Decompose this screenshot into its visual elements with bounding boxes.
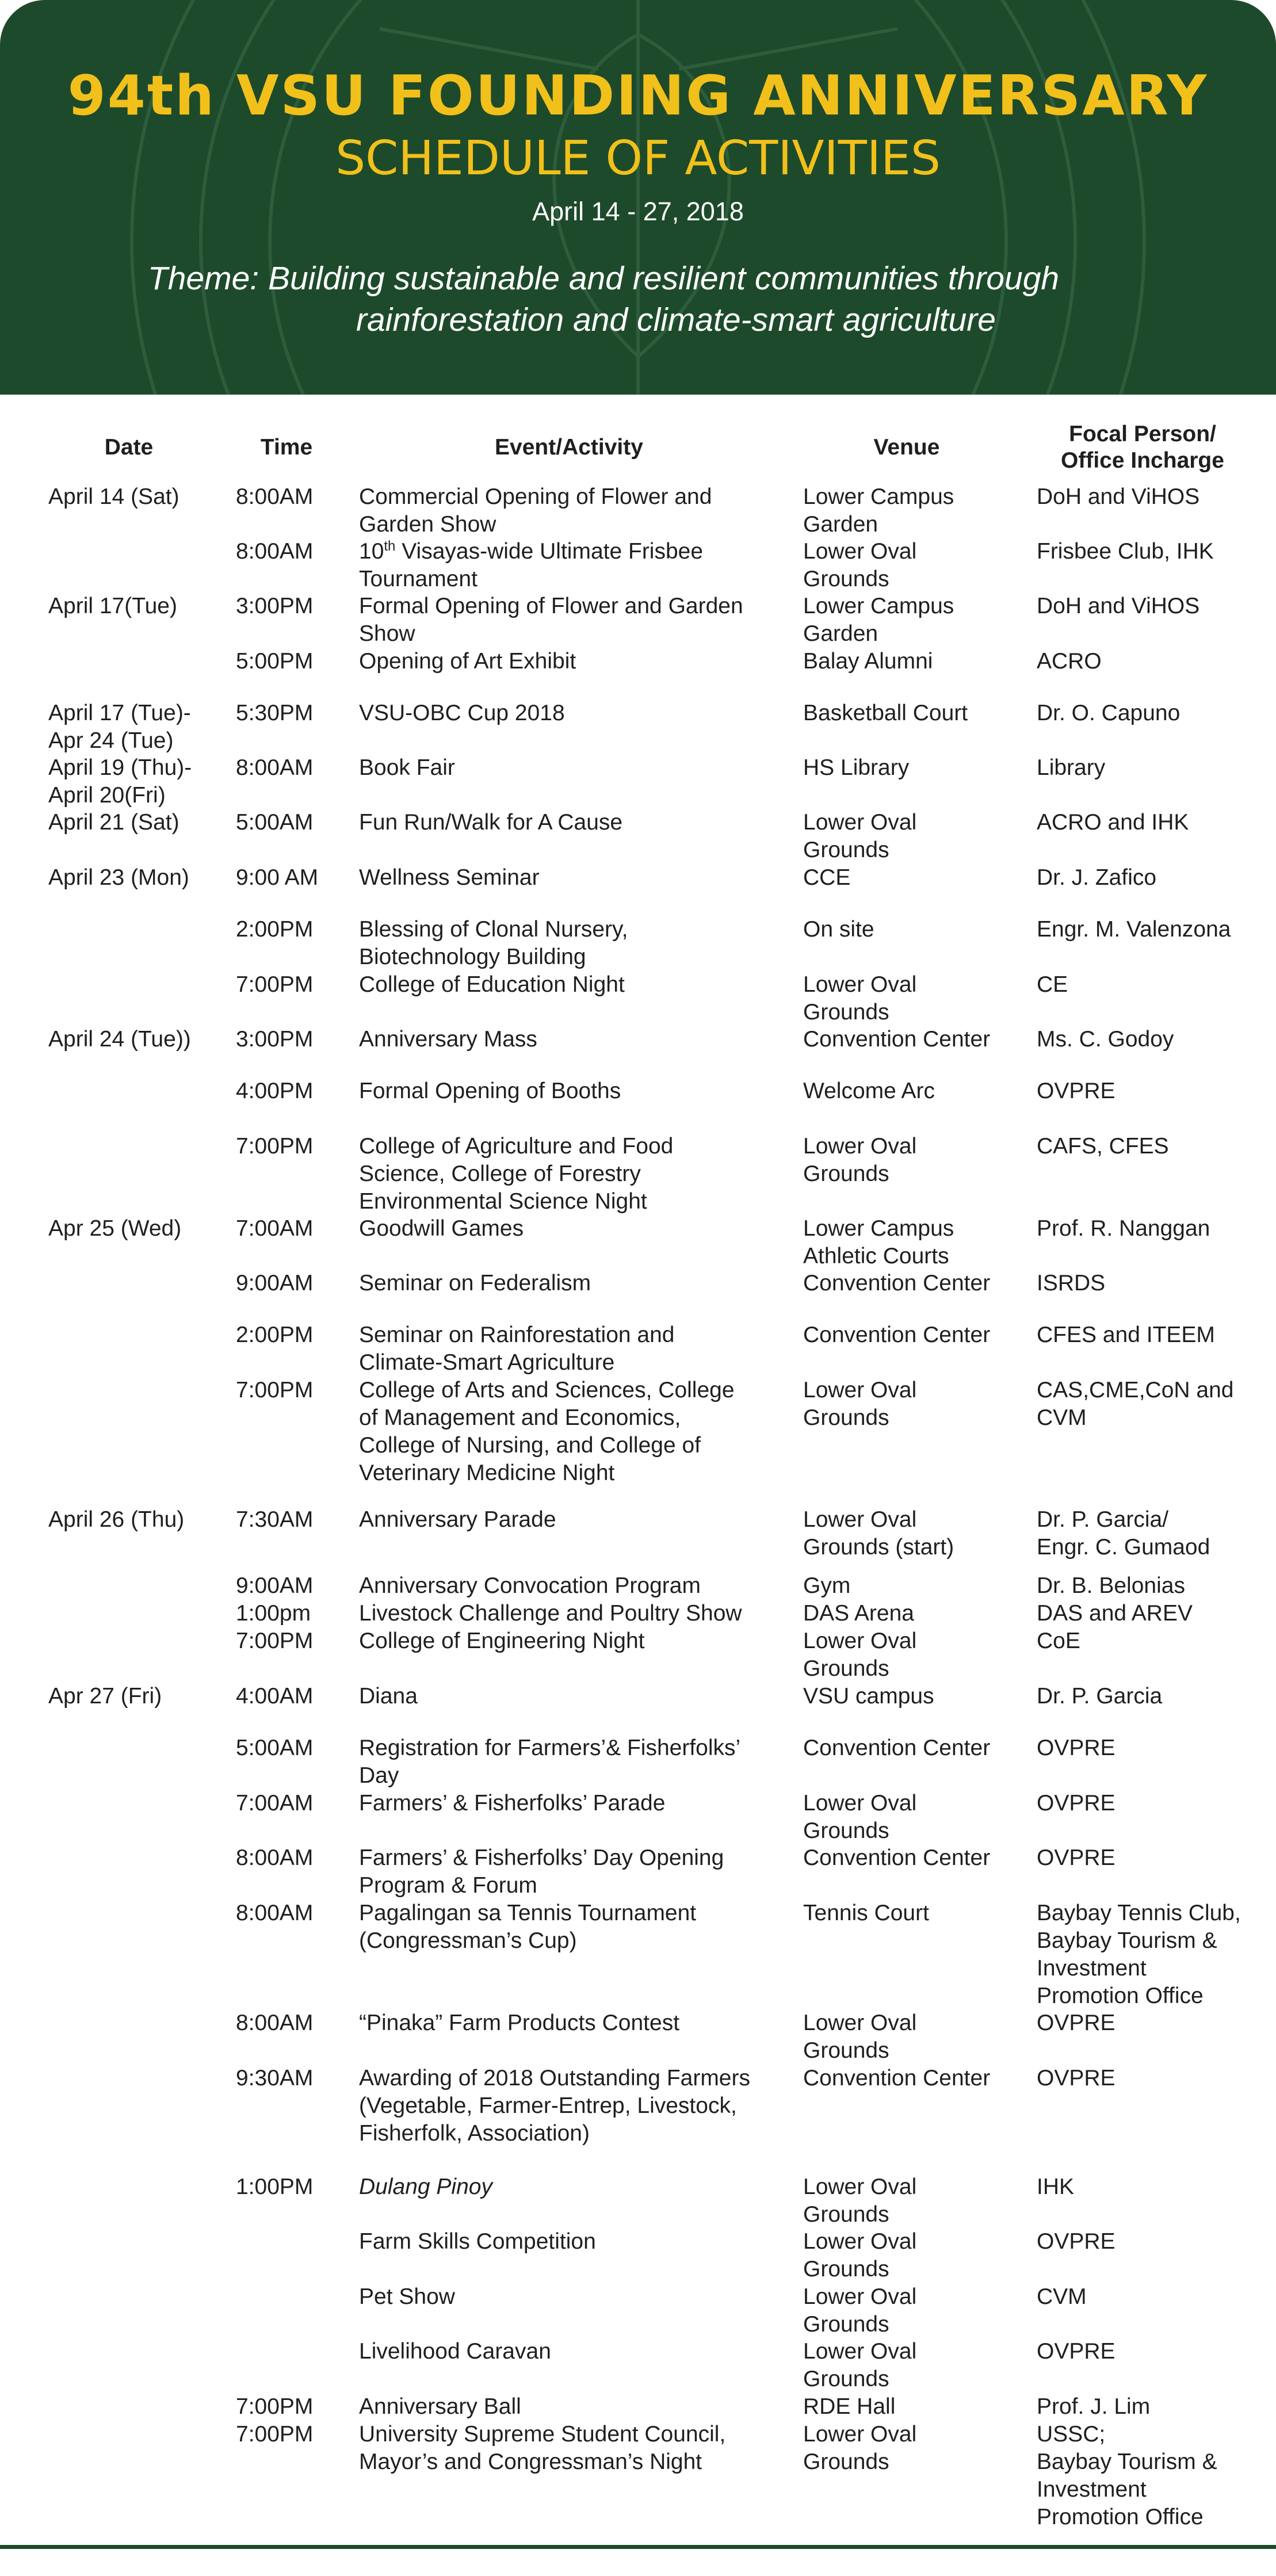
row-time: 8:00AM: [236, 539, 314, 564]
row-venue: DAS Arena: [803, 1601, 914, 1626]
row-venue: On site: [803, 917, 874, 942]
row-time: 8:00AM: [236, 2011, 314, 2035]
theme-line-2: rainforestation and climate-smart agriculture: [356, 301, 996, 338]
row-time: 2:00PM: [236, 1323, 314, 1347]
row-venue: Lower Oval Grounds: [803, 2339, 917, 2391]
row-event: College of Agriculture and Food Science, College of Forestry Environmental Science Night: [359, 1134, 674, 1214]
row-event-text: Visayas-wide Ultimate Frisbee Tournament: [359, 539, 704, 591]
footer-divider: [0, 2545, 1276, 2549]
row-venue: Lower Campus Athletic Courts: [803, 1216, 954, 1268]
row-time: 1:00PM: [236, 2174, 314, 2199]
column-header-focal-line-2: Office Incharge: [1061, 448, 1224, 473]
row-focal-person: OVPRE: [1037, 2339, 1115, 2364]
row-event: Pet Show: [359, 2284, 455, 2309]
row-event: College of Education Night: [359, 972, 625, 997]
theme-line-1: Theme: Building sustainable and resilient communities through: [147, 260, 1060, 297]
row-venue: Lower Oval Grounds: [803, 539, 917, 591]
row-venue: CCE: [803, 865, 851, 890]
row-event: Blessing of Clonal Nursery, Biotechnology Building: [359, 917, 628, 969]
row-event: Dulang Pinoy: [359, 2174, 492, 2199]
row-time: 7:00PM: [236, 1378, 314, 1402]
row-focal-person: Prof. J. Lim: [1037, 2394, 1151, 2419]
row-focal-person: ACRO: [1037, 649, 1102, 674]
row-event: Seminar on Rainforestation and Climate-Smart Agriculture: [359, 1323, 675, 1375]
row-focal-person: OVPRE: [1037, 1845, 1115, 1870]
row-event: Registration for Farmers’& Fisherfolks’ Day: [359, 1736, 741, 1788]
row-focal-person: Prof. R. Nanggan: [1037, 1216, 1210, 1241]
row-focal-person: Dr. P. Garcia/ Engr. C. Gumaod: [1037, 1507, 1210, 1560]
row-time: 9:30AM: [236, 2066, 314, 2090]
row-event: Diana: [359, 1684, 418, 1709]
row-focal-person: DoH and ViHOS: [1037, 484, 1200, 509]
row-venue: Lower Oval Grounds: [803, 2284, 917, 2337]
row-time: 7:30AM: [236, 1507, 314, 1532]
row-event: Wellness Seminar: [359, 865, 540, 890]
row-date: April 17 (Tue)- Apr 24 (Tue): [48, 701, 191, 753]
row-venue: RDE Hall: [803, 2394, 896, 2419]
row-focal-person: OVPRE: [1037, 2011, 1115, 2035]
row-focal-person: ACRO and IHK: [1037, 810, 1189, 835]
row-date: April 21 (Sat): [48, 810, 179, 835]
row-focal-person: Dr. B. Belonias: [1037, 1573, 1185, 1598]
row-event: Farm Skills Competition: [359, 2229, 596, 2254]
row-date: April 24 (Tue)): [48, 1027, 191, 1052]
row-time: 5:00AM: [236, 1736, 314, 1760]
row-venue: Lower Oval Grounds: [803, 972, 917, 1025]
row-venue: Welcome Arc: [803, 1079, 935, 1103]
row-event: Anniversary Ball: [359, 2394, 521, 2419]
row-event: Livestock Challenge and Poultry Show: [359, 1601, 742, 1626]
row-event: Fun Run/Walk for A Cause: [359, 810, 623, 835]
row-date: April 19 (Thu)- April 20(Fri): [48, 755, 192, 808]
row-time: 5:30PM: [236, 701, 314, 725]
row-focal-person: Library: [1037, 755, 1106, 780]
row-venue: Lower Oval Grounds: [803, 1791, 917, 1843]
row-event: Livelihood Caravan: [359, 2339, 551, 2364]
row-venue: Lower Oval Grounds: [803, 2011, 917, 2063]
row-focal-person: Frisbee Club, IHK: [1037, 539, 1214, 564]
row-focal-person: ISRDS: [1037, 1271, 1106, 1295]
row-event: Book Fair: [359, 755, 455, 780]
row-venue: Convention Center: [803, 1845, 991, 1870]
row-time: 5:00PM: [236, 649, 314, 674]
row-event: Farmers’ & Fisherfolks’ Day Opening Program & Forum: [359, 1845, 724, 1898]
row-event: “Pinaka” Farm Products Contest: [359, 2011, 680, 2035]
row-time: 1:00pm: [236, 1601, 311, 1626]
row-venue: Lower Campus Garden: [803, 594, 954, 646]
row-focal-person: CAS,CME,CoN and CVM: [1037, 1378, 1234, 1430]
row-venue: Lower Oval Grounds (start): [803, 1507, 954, 1560]
row-date: April 14 (Sat): [48, 484, 179, 509]
row-venue: Basketball Court: [803, 701, 968, 725]
row-venue: Convention Center: [803, 1323, 991, 1347]
row-focal-person: OVPRE: [1037, 1079, 1115, 1103]
row-time: 8:00AM: [236, 1901, 314, 1925]
row-event-ordinal: 10: [359, 539, 384, 564]
row-focal-person: CAFS, CFES: [1037, 1134, 1169, 1159]
row-event-ordinal-suffix: th: [384, 538, 396, 554]
row-time: 8:00AM: [236, 1845, 314, 1870]
row-focal-person: Engr. M. Valenzona: [1037, 917, 1231, 942]
row-venue: VSU campus: [803, 1684, 934, 1709]
row-focal-person: Baybay Tennis Club, Baybay Tourism & Investment Promotion Office: [1037, 1901, 1241, 2008]
row-focal-person: OVPRE: [1037, 1791, 1115, 1816]
row-time: 7:00PM: [236, 2394, 314, 2419]
column-header-focal-line-1: Focal Person/: [1069, 422, 1216, 446]
row-time: 3:00PM: [236, 594, 314, 618]
row-venue: Tennis Court: [803, 1901, 929, 1925]
row-event: Formal Opening of Flower and Garden Show: [359, 594, 743, 646]
row-event: Formal Opening of Booths: [359, 1079, 621, 1103]
row-event: Anniversary Parade: [359, 1507, 556, 1532]
row-focal-person: DoH and ViHOS: [1037, 594, 1200, 618]
row-time: 4:00PM: [236, 1079, 314, 1103]
row-venue: Convention Center: [803, 2066, 991, 2090]
row-focal-person: CoE: [1037, 1629, 1080, 1653]
row-venue: HS Library: [803, 755, 910, 780]
row-venue: Lower Oval Grounds: [803, 2422, 917, 2474]
event-title: 94th VSU FOUNDING ANNIVERSARY: [67, 64, 1209, 128]
row-event: Seminar on Federalism: [359, 1271, 591, 1295]
column-header-venue: Venue: [873, 435, 940, 460]
row-time: 8:00AM: [236, 484, 314, 509]
row-venue: Convention Center: [803, 1027, 991, 1052]
row-focal-person: Dr. O. Capuno: [1037, 701, 1181, 725]
row-venue: Convention Center: [803, 1736, 991, 1760]
row-event: Goodwill Games: [359, 1216, 524, 1241]
row-venue: Lower Oval Grounds: [803, 2229, 917, 2281]
row-event: Commercial Opening of Flower and Garden Show: [359, 484, 712, 537]
row-time: 7:00AM: [236, 1216, 314, 1241]
row-event: Farmers’ & Fisherfolks’ Parade: [359, 1791, 666, 1816]
row-focal-person: Ms. C. Godoy: [1037, 1027, 1174, 1052]
row-event: Awarding of 2018 Outstanding Farmers (Vegetable, Farmer-Entrep, Livestock, Fisherfolk, Association): [359, 2066, 750, 2146]
column-header-time: Time: [260, 435, 313, 460]
row-event: University Supreme Student Council, Mayor’s and Congressman’s Night: [359, 2422, 726, 2474]
row-time: 3:00PM: [236, 1027, 314, 1052]
row-event: Anniversary Mass: [359, 1027, 537, 1052]
row-date: Apr 27 (Fri): [48, 1684, 162, 1709]
row-time: 9:00AM: [236, 1573, 314, 1598]
row-event: College of Arts and Sciences, College of Management and Economics, College of Nursing, and College of Veterinary Medicine Night: [359, 1378, 735, 1485]
row-date: April 23 (Mon): [48, 865, 189, 890]
row-event: Pagalingan sa Tennis Tournament (Congressman’s Cup): [359, 1901, 697, 1953]
row-event: Opening of Art Exhibit: [359, 649, 576, 674]
row-event: Anniversary Convocation Program: [359, 1573, 701, 1598]
row-venue: Lower Oval Grounds: [803, 810, 917, 862]
row-time: 9:00 AM: [236, 865, 319, 890]
event-dates: April 14 - 27, 2018: [532, 197, 744, 226]
row-venue: Lower Campus Garden: [803, 484, 954, 537]
row-date: Apr 25 (Wed): [48, 1216, 182, 1241]
row-venue: Balay Alumni: [803, 649, 933, 674]
row-time: 7:00PM: [236, 2422, 314, 2447]
row-focal-person: DAS and AREV: [1037, 1601, 1193, 1626]
row-event: VSU-OBC Cup 2018: [359, 701, 565, 725]
row-venue: Lower Oval Grounds: [803, 1378, 917, 1430]
row-time: 7:00AM: [236, 1791, 314, 1816]
row-focal-person: CVM: [1037, 2284, 1087, 2309]
row-focal-person: CFES and ITEEM: [1037, 1323, 1215, 1347]
row-time: 2:00PM: [236, 917, 314, 942]
row-venue: Convention Center: [803, 1271, 991, 1295]
row-venue: Lower Oval Grounds: [803, 1134, 917, 1186]
row-focal-person: Dr. J. Zafico: [1037, 865, 1157, 890]
column-header-date: Date: [104, 435, 154, 460]
row-time: 9:00AM: [236, 1271, 314, 1295]
row-focal-person: CE: [1037, 972, 1068, 997]
row-date: April 17(Tue): [48, 594, 177, 618]
row-event: [359, 538, 796, 593]
row-focal-person: OVPRE: [1037, 2229, 1115, 2254]
row-date: April 26 (Thu): [48, 1507, 185, 1532]
row-focal-person: OVPRE: [1037, 2066, 1115, 2090]
row-time: 5:00AM: [236, 810, 314, 835]
row-event: College of Engineering Night: [359, 1629, 645, 1653]
row-venue: Gym: [803, 1573, 851, 1598]
column-header-event: Event/Activity: [495, 435, 643, 460]
row-focal-person: OVPRE: [1037, 1736, 1115, 1760]
row-venue: Lower Oval Grounds: [803, 2174, 917, 2227]
row-time: 8:00AM: [236, 755, 314, 780]
row-time: 7:00PM: [236, 1629, 314, 1653]
row-time: 7:00PM: [236, 972, 314, 997]
row-time: 7:00PM: [236, 1134, 314, 1159]
row-focal-person: IHK: [1037, 2174, 1075, 2199]
event-subtitle: SCHEDULE OF ACTIVITIES: [335, 131, 941, 186]
row-time: 4:00AM: [236, 1684, 314, 1709]
row-focal-person: USSC; Baybay Tourism & Investment Promotion Office: [1037, 2422, 1217, 2529]
row-venue: Lower Oval Grounds: [803, 1629, 917, 1681]
row-focal-person: Dr. P. Garcia: [1037, 1684, 1163, 1709]
